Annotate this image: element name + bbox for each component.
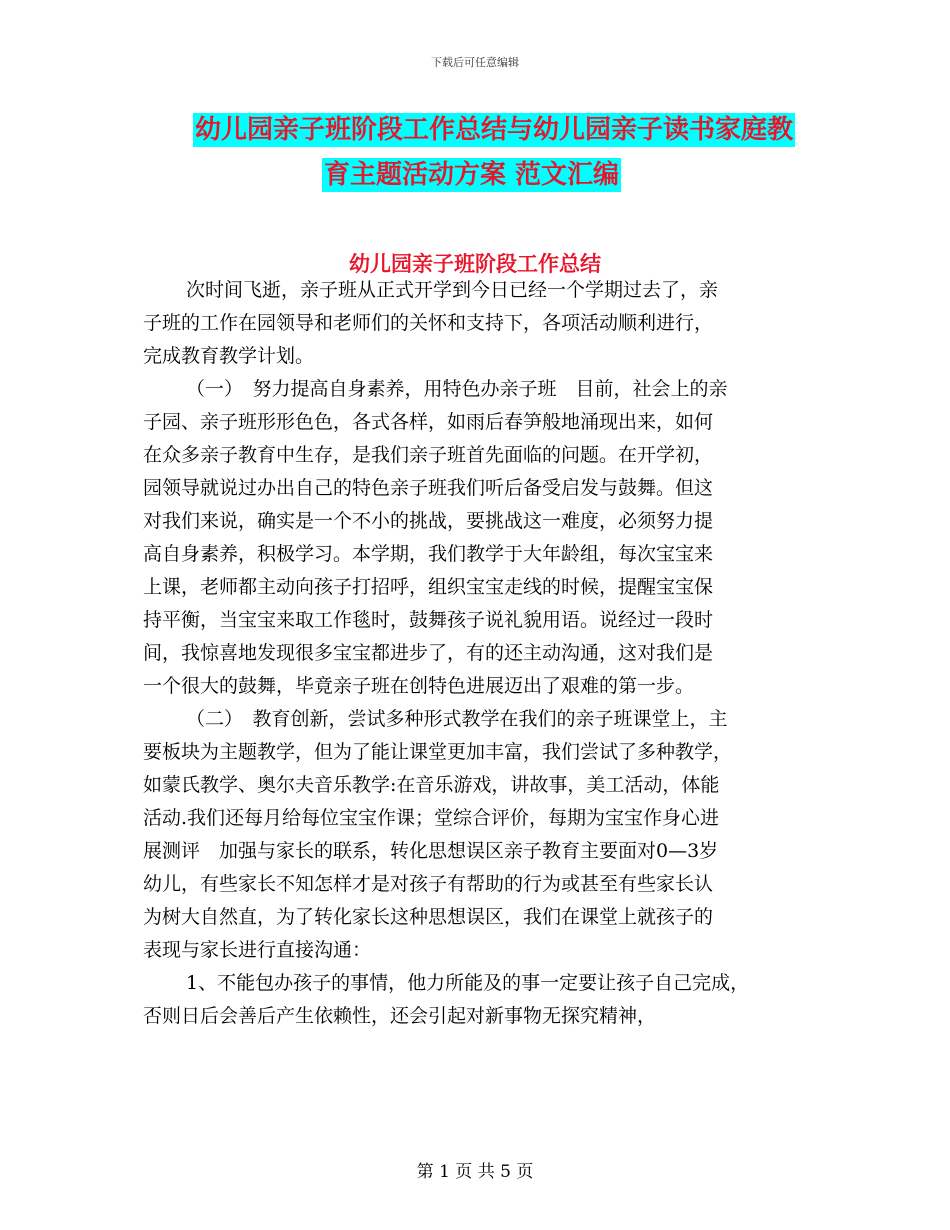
body-line: （一） 努力提高自身素养，用特色办亲子班 目前，社会上的亲	[186, 378, 728, 400]
body-text	[143, 274, 823, 1033]
body-line: 园领导就说过办出自己的特色亲子班我们听后备受启发与鼓舞。但这	[143, 477, 714, 499]
body-line: 次时间飞逝，亲子班从正式开学到今日已经一个学期过去了，亲	[186, 279, 719, 301]
document-title-line-2: 育主题活动方案 范文汇编	[324, 160, 620, 190]
body-line: 要板块为主题教学，但为了能让课堂更加丰富，我们尝试了多种教学，	[143, 741, 733, 763]
body-line: 上课，老师都主动向孩子打招呼，组织宝宝走线的时候，提醒宝宝保	[143, 576, 714, 598]
section-title: 幼儿园亲子班阶段工作总结	[349, 252, 601, 276]
body-line: 幼儿，有些家长不知怎样才是对孩子有帮助的行为或甚至有些家长认	[143, 873, 714, 895]
body-line: 1、不能包办孩子的事情，他力所能及的事一定要让孩子自己完成，	[186, 972, 750, 994]
body-line: 展测评 加强与家长的联系，转化思想误区亲子教育主要面对0—3岁	[143, 840, 719, 862]
body-line: 否则日后会善后产生依赖性，还会引起对新事物无探究精神，	[143, 1005, 657, 1027]
body-line: 一个很大的鼓舞，毕竟亲子班在创特色进展迈出了艰难的第一步。	[143, 675, 695, 697]
body-line: 如蒙氏教学、奥尔夫音乐教学:在音乐游戏，讲故事，美工活动，体能	[143, 774, 720, 796]
body-line: 为树大自然直，为了转化家长这种思想误区，我们在课堂上就孩子的	[143, 906, 714, 928]
body-line: 间，我惊喜地发现很多宝宝都进步了，有的还主动沟通，这对我们是	[143, 642, 714, 664]
body-line: 高自身素养，积极学习。本学期，我们教学于大年龄组，每次宝宝来	[143, 543, 714, 565]
body-line: 活动.我们还每月给每位宝宝作课；堂综合评价，每期为宝宝作身心进	[143, 807, 720, 829]
document-title-line-1: 幼儿园亲子班阶段工作总结与幼儿园亲子读书家庭教	[195, 115, 794, 145]
body-line: 完成教育教学计划。	[143, 345, 315, 367]
body-line: 在众多亲子教育中生存，是我们亲子班首先面临的问题。在开学初，	[143, 444, 714, 466]
body-line: 持平衡，当宝宝来取工作毯时，鼓舞孩子说礼貌用语。说经过一段时	[143, 609, 714, 631]
body-line: （二） 教育创新，尝试多种形式教学在我们的亲子班课堂上，主	[186, 708, 728, 730]
body-line: 对我们来说，确实是一个不小的挑战，要挑战这一难度，必须努力提	[143, 510, 714, 532]
page-number-footer: 第 1 页 共 5 页	[416, 1162, 534, 1182]
body-line: 表现与家长进行直接沟通：	[143, 939, 372, 961]
body-line: 子班的工作在园领导和老师们的关怀和支持下，各项活动顺利进行，	[143, 312, 714, 334]
page-header-note: 下载后可任意编辑	[431, 56, 519, 69]
body-line: 子园、亲子班形形色色，各式各样，如雨后春笋般地涌现出来，如何	[143, 411, 714, 433]
